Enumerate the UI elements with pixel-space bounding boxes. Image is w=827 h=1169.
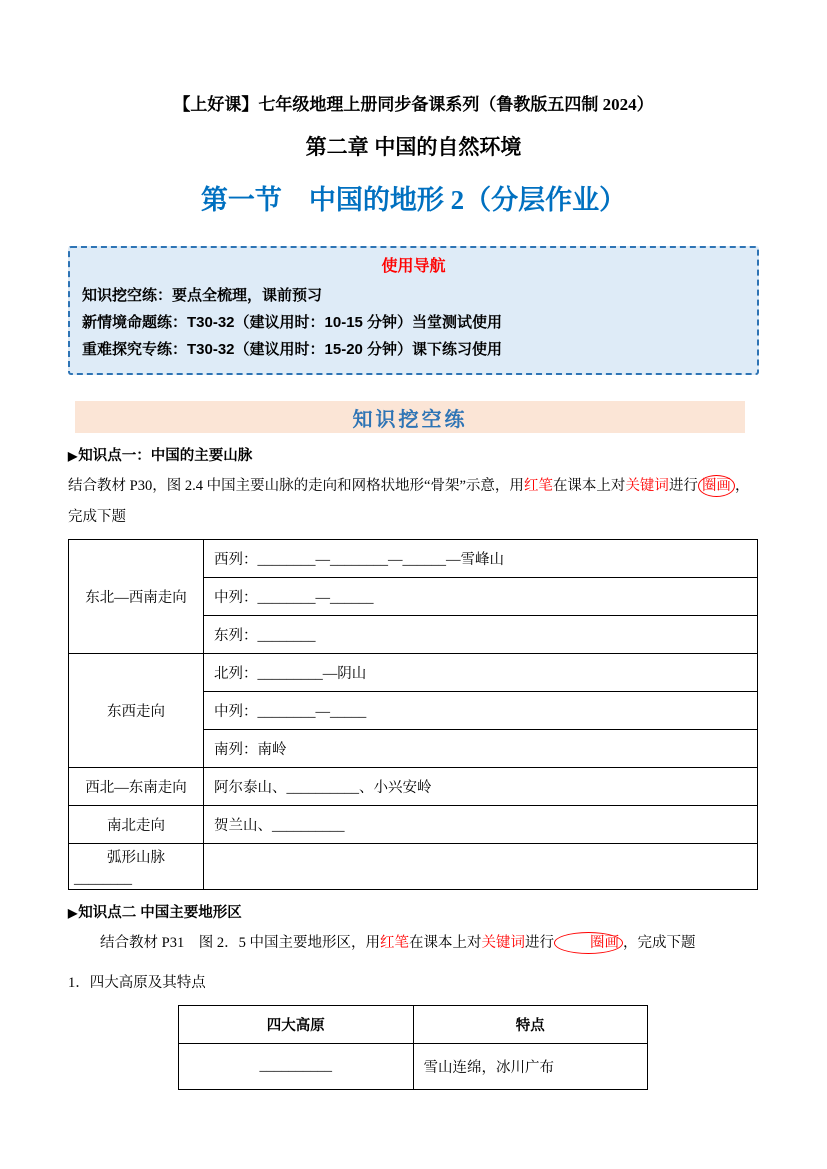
kp1-intro-line2: 完成下题 <box>68 509 126 525</box>
answer-cell-middle-column: 中列：________—______ <box>204 578 758 616</box>
kp1-intro-seg3: 进行 <box>668 478 698 494</box>
mountain-ranges-table <box>68 539 758 890</box>
kp1-circled-keyword: 圈画 <box>698 475 735 497</box>
kp1-intro-seg2: 在课本上对 <box>552 478 626 494</box>
series-header: 【上好课】七年级地理上册同步备课系列（鲁教版五四制 2024） <box>173 95 654 114</box>
table-row <box>179 1044 648 1090</box>
table-row <box>69 806 758 844</box>
kp2-intro <box>68 928 759 959</box>
section-bar-label: 知识挖空练 <box>352 408 468 431</box>
answer-cell-middle-column-2: 中列：________—_____ <box>204 692 758 730</box>
plateau-header-cell: 四大高原 <box>179 1006 414 1044</box>
plateau-table <box>178 1005 648 1090</box>
table-row <box>69 844 758 890</box>
answer-cell-east-column: 东列：________ <box>204 616 758 654</box>
direction-cell-e-w: 东西走向 <box>69 654 204 768</box>
kp1-intro <box>68 471 759 533</box>
kp2-intro-seg2: 在课本上对 <box>408 935 482 951</box>
section-bar <box>75 401 745 433</box>
table-row <box>69 654 758 692</box>
kp1-intro-seg4: ， <box>734 478 750 494</box>
kp1-intro-seg1: 结合教材 P30，图 2.4 中国主要山脉的走向和网格状地形“骨架”示意，用 <box>68 478 524 494</box>
usage-nav-line-3: 重难探究专练：T30-32（建议用时：15-20 分钟）课下练习使用 <box>82 341 503 358</box>
answer-cell-n-s: 贺兰山、__________ <box>204 806 758 844</box>
usage-nav-title: 使用导航 <box>381 258 446 275</box>
answer-cell-nw-se: 阿尔泰山、__________、小兴安岭 <box>204 768 758 806</box>
triangle-bullet-icon: ▶ <box>68 906 78 920</box>
plateau-item-label: 1．四大高原及其特点 <box>68 975 206 991</box>
direction-cell-nw-se: 西北—东南走向 <box>69 768 204 806</box>
kp2-heading <box>68 903 759 923</box>
arc-mountain-blank: ________ <box>74 870 132 887</box>
table-row <box>69 768 758 806</box>
kp2-heading-text: 知识点二 中国主要地形区 <box>78 905 242 921</box>
chapter-title: 第二章 中国的自然环境 <box>305 136 522 159</box>
answer-cell-south-column: 南列：南岭 <box>204 730 758 768</box>
table-row <box>69 540 758 578</box>
kp1-red-pen-keyword: 红笔 <box>523 478 553 494</box>
kp2-intro-seg4: ，完成下题 <box>622 935 696 951</box>
kp2-intro-seg1: 结合教材 P31 图 2．5 中国主要地形区，用 <box>100 935 380 951</box>
usage-nav-line-2: 新情境命题练：T30-32（建议用时：10-15 分钟）当堂测试使用 <box>82 314 503 331</box>
kp1-heading-text: 知识点一：中国的主要山脉 <box>78 448 253 464</box>
answer-cell-west-column: 西列：________—________—______—雪峰山 <box>204 540 758 578</box>
table-header-row <box>179 1006 648 1044</box>
answer-cell-arc <box>204 844 758 890</box>
triangle-bullet-icon: ▶ <box>68 449 78 463</box>
kp1-keyword-keyword: 关键词 <box>625 478 669 494</box>
plateau-blank-cell: __________ <box>179 1044 414 1090</box>
kp2-circled-keyword: 圈画 <box>554 932 623 954</box>
feature-header-cell: 特点 <box>413 1006 648 1044</box>
section-title: 第一节 中国的地形 2（分层作业） <box>200 185 627 215</box>
kp2-intro-seg3: 进行 <box>524 935 554 951</box>
answer-cell-north-column: 北列：_________—阴山 <box>204 654 758 692</box>
kp2-red-pen-keyword: 红笔 <box>379 935 409 951</box>
kp2-keyword-keyword: 关键词 <box>481 935 525 951</box>
usage-nav-line-1: 知识挖空练：要点全梳理，课前预习 <box>82 287 323 304</box>
direction-cell-n-s: 南北走向 <box>69 806 204 844</box>
plateau-feature-cell: 雪山连绵，冰川广布 <box>413 1044 648 1090</box>
usage-nav-box <box>68 246 759 375</box>
direction-cell-arc <box>69 844 204 890</box>
arc-mountain-label: 弧形山脉 <box>107 849 165 866</box>
direction-cell-ne-sw: 东北—西南走向 <box>69 540 204 654</box>
kp1-heading <box>68 446 759 466</box>
